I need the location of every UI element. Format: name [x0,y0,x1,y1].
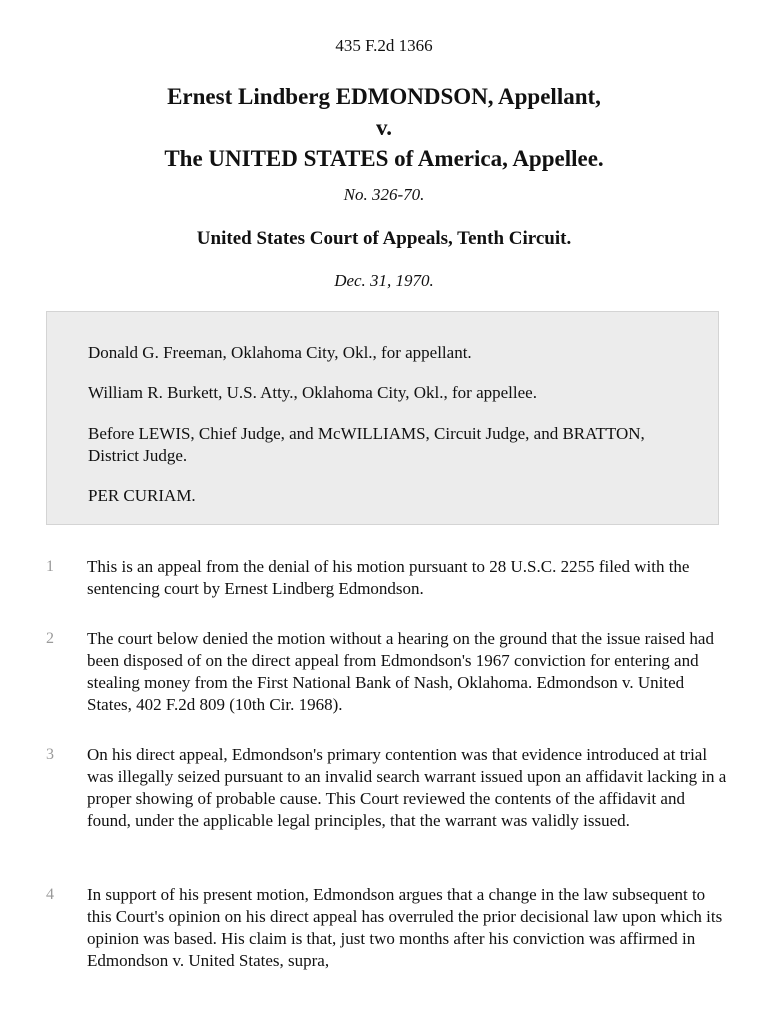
appellee-line: The UNITED STATES of America, Appellee. [164,146,604,171]
paragraph-number: 2 [46,630,54,647]
case-citation: 435 F.2d 1366 [335,36,433,55]
paragraph-text: In support of his present motion, Edmondson argues that a change in the law subsequent to this Court's opinion on his direct appeal has overruled the prior decisional law upon which its opinion was based. His claim is that, just two months after his conviction was affirmed in Edmondson v. United States, supra, [87,885,723,970]
paragraph-number: 4 [46,886,54,903]
panel-judges: Before LEWIS, Chief Judge, and McWILLIAMS, Circuit Judge, and BRATTON, District Judge. [88,424,645,465]
court-name: United States Court of Appeals, Tenth Circuit. [196,228,572,249]
appellee-counsel: William R. Burkett, U.S. Atty., Oklahoma City, Okl., for appellee. [88,383,537,402]
appellant-counsel: Donald G. Freeman, Oklahoma City, Okl., for appellant. [88,343,472,362]
paragraph-number: 1 [46,558,54,575]
paragraph-text: This is an appeal from the denial of his motion pursuant to 28 U.S.C. 2255 filed with the sentencing court by Ernest Lindberg Edmondson. [87,557,690,598]
case-caption [0,81,768,174]
paragraph-text: On his direct appeal, Edmondson's primary contention was that evidence introduced at trial was illegally seized pursuant to an invalid search warrant issued upon an affidavit lacking in a proper showing of probable cause. This Court reviewed the contents of the affidavit and found, under the applicable legal principles, that the warrant was validly issued. [87,745,727,830]
versus-line: v. [376,115,392,140]
paragraph-text: The court below denied the motion without a hearing on the ground that the issue raised had been disposed of on the direct appeal from Edmondson's 1967 conviction for entering and stealing money from the First National Bank of Nash, Oklahoma. Edmondson v. United States, 402 F.2d 809 (10th Cir. 1968). [87,629,714,714]
paragraph-number: 3 [46,746,54,763]
counsel-panel [46,311,719,525]
per-curiam-label: PER CURIAM. [88,486,196,505]
docket-number: No. 326-70. [343,185,425,204]
appellant-line: Ernest Lindberg EDMONDSON, Appellant, [167,84,601,109]
decision-date: Dec. 31, 1970. [334,271,434,290]
